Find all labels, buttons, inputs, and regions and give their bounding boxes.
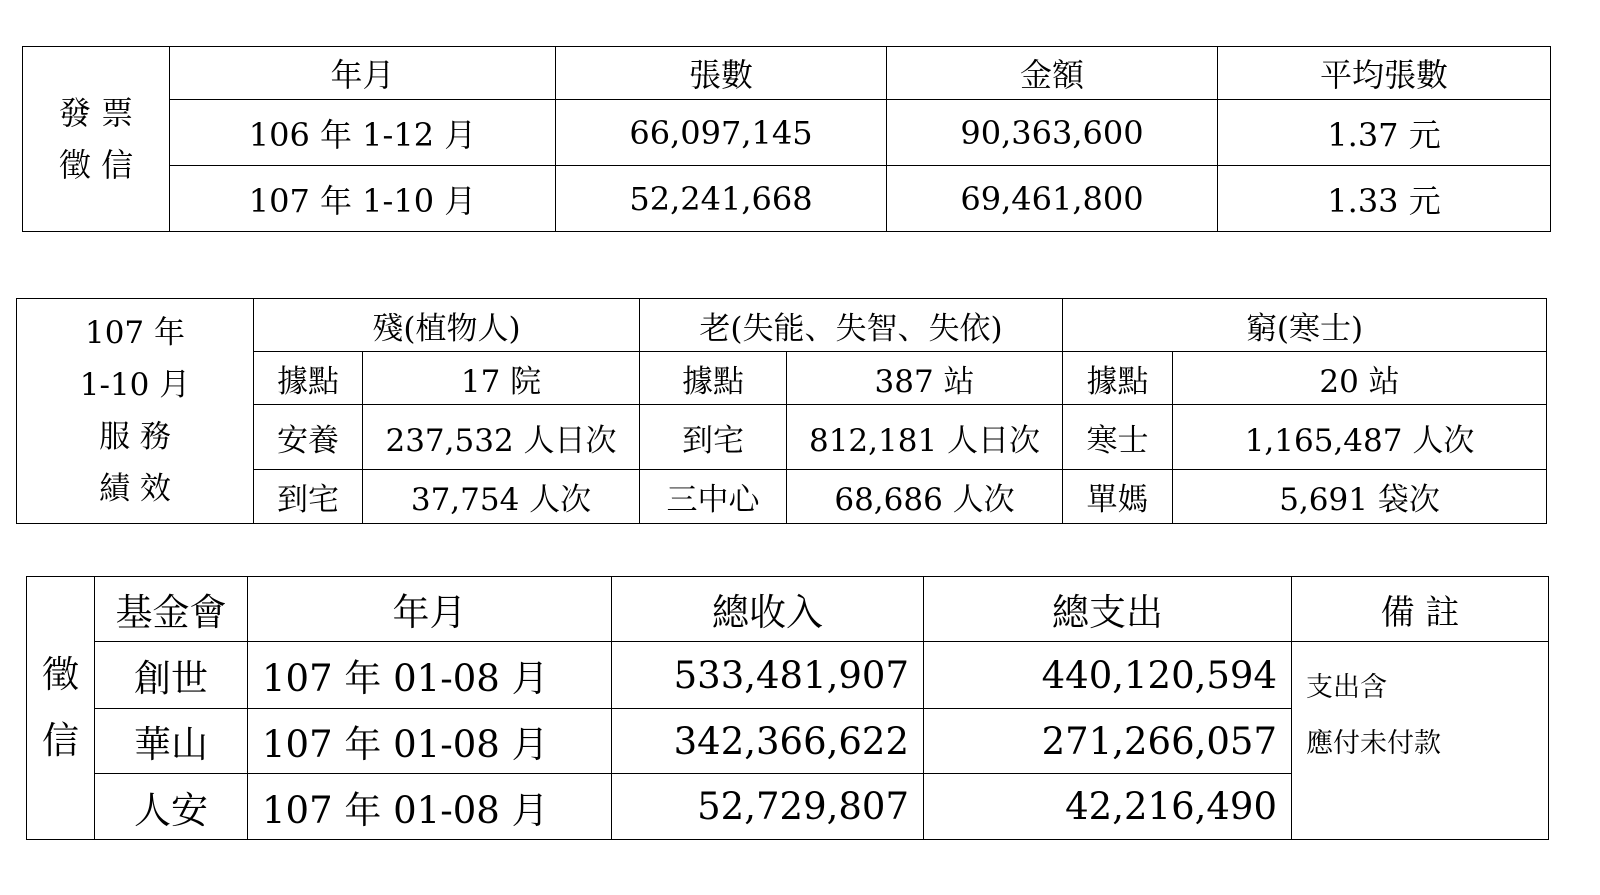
table-cell: 據點 — [1063, 352, 1173, 405]
period-cell: 107 年 01-08 月 — [248, 709, 612, 774]
invoice-row-header — [23, 47, 170, 232]
group-header: 殘(植物人) — [254, 299, 640, 352]
table-cell: 66,097,145 — [556, 100, 887, 166]
table-cell: 三中心 — [640, 470, 787, 524]
income-cell: 52,729,807 — [612, 774, 924, 840]
row-header-line: 徵 信 — [58, 146, 134, 184]
expense-cell: 271,266,057 — [924, 709, 1292, 774]
col-header: 備 註 — [1292, 577, 1549, 642]
table-cell: 812,181 人日次 — [787, 405, 1063, 470]
row-header-line: 1-10 月 — [79, 367, 191, 403]
table-cell: 69,461,800 — [887, 166, 1218, 232]
col-header: 年月 — [248, 577, 612, 642]
table-row — [23, 166, 1551, 232]
table-cell: 據點 — [640, 352, 787, 405]
table-cell: 20 站 — [1173, 352, 1547, 405]
side-header-line: 信 — [42, 719, 79, 762]
expense-cell: 42,216,490 — [924, 774, 1292, 840]
expense-cell: 440,120,594 — [924, 642, 1292, 709]
income-cell: 342,366,622 — [612, 709, 924, 774]
income-cell: 533,481,907 — [612, 642, 924, 709]
foundation-name: 創世 — [95, 642, 248, 709]
foundation-name: 人安 — [95, 774, 248, 840]
table-cell: 107 年 1-10 月 — [170, 166, 556, 232]
table-cell: 寒士 — [1063, 405, 1173, 470]
service-row-header — [17, 299, 254, 524]
group-header: 窮(寒士) — [1063, 299, 1547, 352]
col-header: 平均張數 — [1218, 47, 1551, 100]
row-header-line: 107 年 — [84, 315, 186, 351]
remark-line: 應付未付款 — [1306, 728, 1441, 759]
side-header-line: 徵 — [42, 653, 79, 696]
table-row — [23, 100, 1551, 166]
col-header: 基金會 — [95, 577, 248, 642]
table-cell: 安養 — [254, 405, 363, 470]
table-cell: 106 年 1-12 月 — [170, 100, 556, 166]
table-cell: 17 院 — [363, 352, 640, 405]
remarks-cell — [1292, 642, 1549, 840]
table-cell: 1,165,487 人次 — [1173, 405, 1547, 470]
table-cell: 1.33 元 — [1218, 166, 1551, 232]
table-cell: 52,241,668 — [556, 166, 887, 232]
table-cell: 5,691 袋次 — [1173, 470, 1547, 524]
period-cell: 107 年 01-08 月 — [248, 642, 612, 709]
col-header: 張數 — [556, 47, 887, 100]
invoice-table — [22, 46, 1551, 232]
group-header: 老(失能、失智、失依) — [640, 299, 1063, 352]
row-header-line: 績 效 — [99, 471, 171, 507]
table-cell: 單媽 — [1063, 470, 1173, 524]
col-header: 金額 — [887, 47, 1218, 100]
foundation-name: 華山 — [95, 709, 248, 774]
table-cell: 據點 — [254, 352, 363, 405]
table-cell: 到宅 — [640, 405, 787, 470]
table-cell: 到宅 — [254, 470, 363, 524]
table-row — [27, 642, 1549, 709]
foundation-table — [26, 576, 1549, 840]
table-cell: 237,532 人日次 — [363, 405, 640, 470]
service-table — [16, 298, 1547, 524]
row-header-line: 發 票 — [58, 94, 134, 132]
row-header-line: 服 務 — [99, 419, 171, 455]
table-cell: 68,686 人次 — [787, 470, 1063, 524]
col-header: 總支出 — [924, 577, 1292, 642]
remark-line: 支出含 — [1306, 672, 1387, 703]
table-cell: 37,754 人次 — [363, 470, 640, 524]
table-cell: 1.37 元 — [1218, 100, 1551, 166]
period-cell: 107 年 01-08 月 — [248, 774, 612, 840]
table-cell: 387 站 — [787, 352, 1063, 405]
col-header: 總收入 — [612, 577, 924, 642]
col-header: 年月 — [170, 47, 556, 100]
foundation-side-header — [27, 577, 95, 840]
table-cell: 90,363,600 — [887, 100, 1218, 166]
